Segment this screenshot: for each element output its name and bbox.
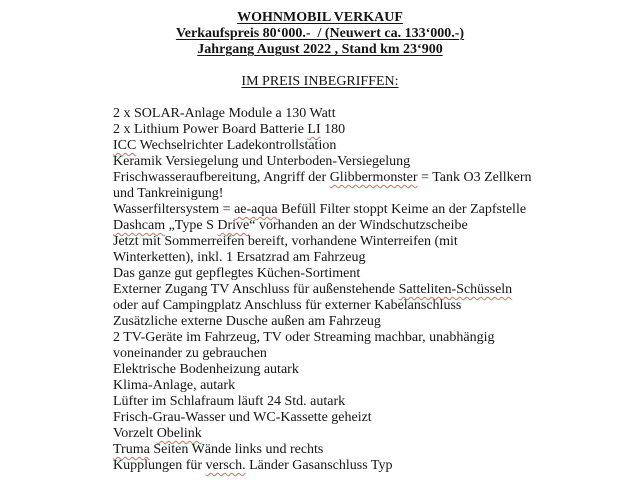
- text-segment: 2 TV-Geräte im Fahrzeug, TV oder Streaming machbar, unabhängig: [113, 330, 495, 345]
- text-line-2: [113, 122, 640, 138]
- text-line-12: [113, 282, 640, 298]
- text-line-11: [113, 266, 640, 282]
- text-segment: voneinander zu gebrauchen: [113, 346, 267, 361]
- text-line-18: [113, 378, 640, 394]
- misspelled-word: ICC: [113, 138, 137, 153]
- text-line-23: [113, 458, 640, 474]
- text-line-7: [113, 202, 640, 218]
- misspelled-word: Truma: [113, 442, 150, 457]
- text-segment: Klima-Anlage, autark: [113, 378, 236, 393]
- text-line-6: [113, 186, 640, 202]
- text-line-9: [113, 234, 640, 250]
- text-segment: Frisch-Grau-Wasser und WC-Kassette geheizt: [113, 410, 372, 425]
- text-segment: Wechselrichter Ladekontrollstation: [136, 138, 337, 153]
- text-segment: oder auf Campingplatz Anschluss für externer Kabelanschluss: [113, 298, 462, 313]
- text-segment: Vorzelt: [113, 426, 157, 441]
- text-segment: 2 x Lithium Power Board Batterie: [113, 122, 308, 137]
- misspelled-word: ae-aqua: [234, 202, 278, 217]
- text-segment: 2 x SOLAR-Anlage Module a 130 Watt: [113, 106, 336, 121]
- misspelled-word: versch.: [205, 458, 246, 473]
- text-segment: Länder Gasanschluss Typ: [245, 458, 393, 473]
- text-line-21: [113, 426, 640, 442]
- text-segment: Lüfter im Schlafraum läuft 24 Std. autark: [113, 394, 346, 409]
- misspelled-word: Glibbermonster: [329, 170, 418, 185]
- text-segment: “ vorhanden an der Windschutzscheibe: [249, 218, 468, 233]
- text-segment: Kupplungen für: [113, 458, 206, 473]
- text-segment: Befüll Filter stoppt Keime an der Zapfstelle: [277, 202, 527, 217]
- text-line-22: [113, 442, 640, 458]
- text-segment: Zusätzliche externe Dusche außen am Fahrzeug: [113, 314, 381, 329]
- text-line-13: [113, 298, 640, 314]
- text-segment: Keramik Versiegelung und Unterboden-Versiegelung: [113, 154, 411, 169]
- misspelled-word: Drive: [217, 218, 250, 233]
- text-segment: Externer Zugang TV Anschluss für außenstehende: [113, 282, 399, 297]
- text-line-8: [113, 218, 640, 234]
- text-segment: Wasserfiltersystem =: [113, 202, 235, 217]
- text-segment: „Type S: [165, 218, 218, 233]
- document-title: WOHNMOBIL VERKAUF: [237, 10, 403, 25]
- text-line-15: [113, 330, 640, 346]
- text-segment: 180: [320, 122, 346, 137]
- text-line-16: [113, 346, 640, 362]
- text-segment: Jetzt mit Sommerreifen bereift, vorhandene Winterreifen (mit: [113, 234, 458, 249]
- text-segment: und Tankreinigung!: [113, 186, 224, 201]
- text-segment: Das ganze gut gepflegtes Küchen-Sortiment: [113, 266, 361, 281]
- text-line-5: [113, 170, 640, 186]
- text-line-19: [113, 394, 640, 410]
- text-line-10: [113, 250, 640, 266]
- text-segment: Elektrische Bodenheizung autark: [113, 362, 299, 377]
- misspelled-word: Satteliten-Schüsseln: [398, 282, 513, 297]
- text-line-20: [113, 410, 640, 426]
- text-segment: = Tank O3 Zellkern: [417, 170, 532, 185]
- section-heading: IM PREIS INBEGRIFFEN:: [241, 74, 399, 89]
- text-line-3: [113, 138, 640, 154]
- body-text: [113, 106, 640, 474]
- text-line-14: [113, 314, 640, 330]
- text-line-4: [113, 154, 640, 170]
- year-line: Jahrgang August 2022 , Stand km 23‘900: [197, 42, 443, 57]
- text-line-1: [113, 106, 640, 122]
- text-line-17: [113, 362, 640, 378]
- misspelled-word: Dashcam: [113, 218, 166, 233]
- price-line: Verkaufspreis 80‘000.- / (Neuwert ca. 133‘000.-): [175, 26, 465, 41]
- misspelled-word: LI: [307, 122, 321, 137]
- text-segment: Frischwasseraufbereitung, Angriff der: [113, 170, 330, 185]
- misspelled-word: Obelink: [156, 426, 202, 441]
- text-segment: Seiten Wände links und rechts: [149, 442, 324, 457]
- text-segment: Winterketten), inkl. 1 Ersatzrad am Fahrzeug: [113, 250, 366, 265]
